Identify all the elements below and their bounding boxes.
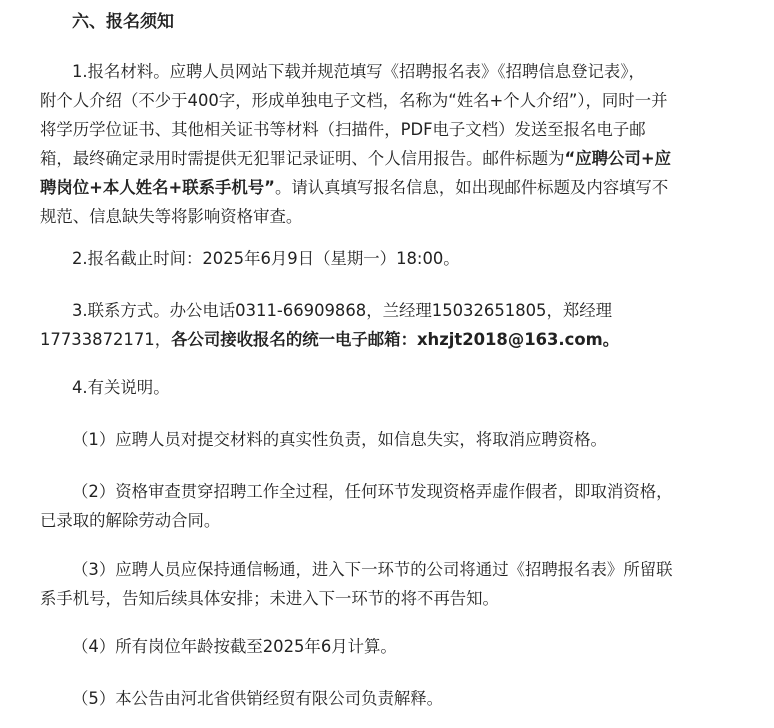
text-line: （1）应聘人员对提交材料的真实性负责，如信息失实，将取消应聘资格。 (72, 430, 607, 449)
text-line: 3.联系方式。办公电话0311-66909868，兰经理15032651805，郑经理 (72, 301, 613, 320)
text-line: 1.报名材料。应聘人员网站下载并规范填写《招聘报名表》《招聘信息登记表》， (72, 62, 645, 81)
paragraph-contact (40, 296, 734, 354)
note-item-4 (40, 632, 734, 661)
text-line: 附个人介绍（不少于400字，形成单独电子文档，名称为“姓名+个人介绍”），同时一并 (40, 91, 668, 110)
text-line: 规范、信息缺失等将影响资格审查。 (40, 207, 303, 226)
text-line: 4.有关说明。 (72, 378, 170, 397)
text-line: 已录取的解除劳动合同。 (40, 511, 221, 530)
text-segment: 17733872171， (40, 330, 172, 349)
text-line (40, 173, 734, 202)
text-segment: 。请认真填写报名信息，如出现邮件标题及内容填写不 (274, 178, 669, 197)
note-item-3 (40, 555, 734, 613)
text-line: （4）所有岗位年龄按截至2025年6月计算。 (72, 637, 397, 656)
paragraph-registration-materials (40, 57, 734, 231)
text-line: （2）资格审查贯穿招聘工作全过程，任何环节发现资格弄虚作假者，即取消资格， (72, 482, 673, 501)
note-item-2 (40, 477, 734, 535)
text-line: （3）应聘人员应保持通信畅通，进入下一环节的公司将通过《招聘报名表》所留联 (72, 560, 673, 579)
text-line: 2.报名截止时间：2025年6月9日（星期一）18:00。 (72, 249, 460, 268)
email-address-bold: 各公司接收报名的统一电子邮箱：xhzjt2018@163.com。 (171, 330, 620, 349)
section-title: 六、报名须知 (72, 12, 174, 32)
email-subject-format-bold: “应聘公司+应 (564, 149, 671, 168)
text-line: 将学历学位证书、其他相关证书等材料（扫描件，PDF电子文档）发送至报名电子邮 (40, 120, 646, 139)
note-item-1 (40, 425, 734, 454)
paragraph-notes-title (40, 373, 734, 402)
paragraph-deadline (40, 244, 734, 273)
text-line: 系手机号，告知后续具体安排；未进入下一环节的将不再告知。 (40, 589, 499, 608)
email-subject-format-bold-cont: 聘岗位+本人姓名+联系手机号” (40, 178, 275, 197)
text-line (40, 144, 734, 173)
note-item-5 (40, 684, 734, 713)
text-line: （5）本公告由河北省供销经贸有限公司负责解释。 (72, 689, 444, 708)
text-line (40, 325, 734, 354)
text-segment: 箱，最终确定录用时需提供无犯罪记录证明、个人信用报告。邮件标题为 (40, 149, 565, 168)
